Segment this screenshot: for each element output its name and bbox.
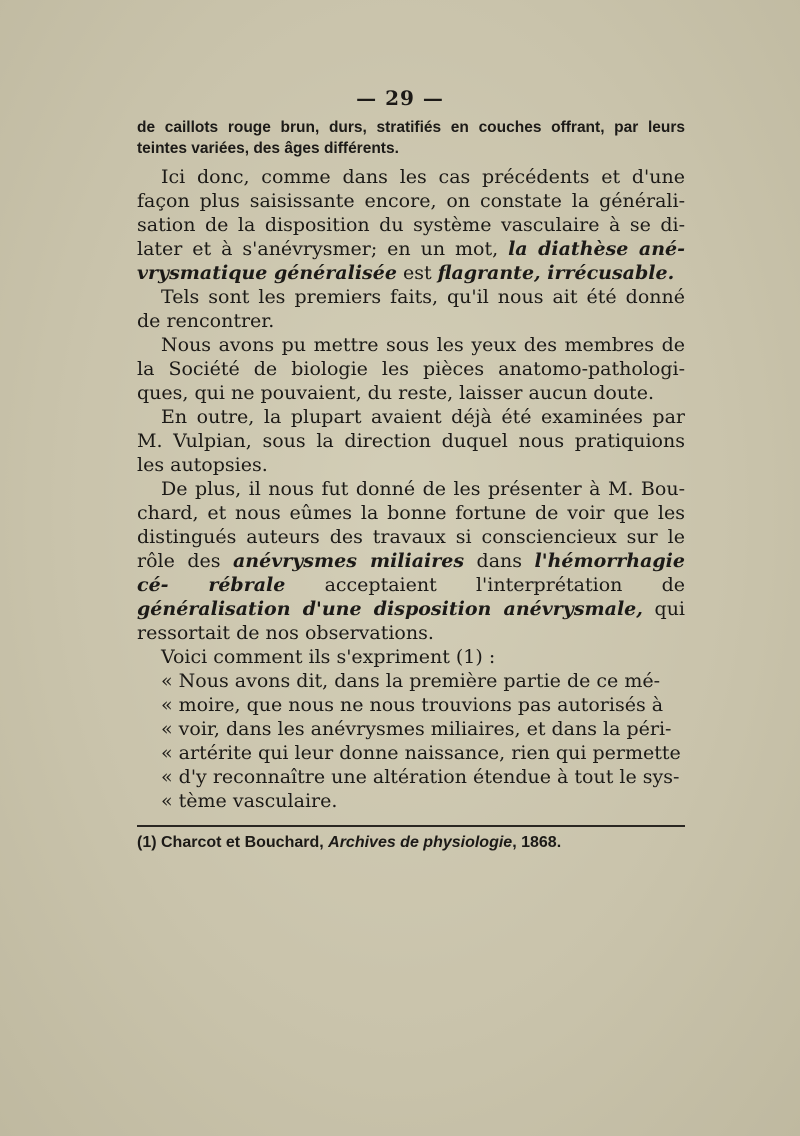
paragraph-premiers-faits: Tels sont les premiers faits, qu'il nous ait été donné de rencontrer.	[137, 286, 685, 332]
paragraph-continuation: de caillots rouge brun, durs, stratifiés en couches offrant, par leurs teintes variées, des âges différents.	[137, 119, 685, 157]
emphasis-anevrysmes: anévrysmes miliaires	[233, 550, 465, 572]
quote-line: « d'y reconnaître une altération étendue à tout le sys-	[161, 766, 680, 788]
quotation	[137, 669, 685, 813]
footnote-divider	[137, 825, 685, 827]
text-run: De plus, il nous fut donné de les présenter à M. Bou- chard, et nous eûmes la bonne fortune de voir que les distingués auteurs des travaux si consciencieux sur le rôle des	[137, 478, 685, 572]
footnote-text: (1) Charcot et Bouchard,	[137, 834, 329, 851]
quote-line: « voir, dans les anévrysmes miliaires, et dans la péri-	[161, 718, 672, 740]
page-number: — 29 —	[356, 86, 444, 110]
paragraph-societe-biologie: Nous avons pu mettre sous les yeux des membres de la Société de biologie les pièces anatomo-pathologi- ques, qui ne pouvaient, du reste, laisser aucun doute.	[137, 334, 685, 404]
emphasis-hemorrhagie: l'hémorrhagie cé- rébrale	[137, 550, 685, 596]
paragraph-diathese	[137, 165, 685, 285]
text-run: qui ressortait de nos observations.	[137, 598, 686, 644]
footnote-year: , 1868.	[512, 834, 562, 851]
footnote	[137, 832, 685, 854]
text-run: Ici donc, comme dans les cas précédents et d'une façon plus saisissante encore, on constate la générali- sation de la disposition du système vasculaire à se di- later et à s'anévrysmer; en un mot,	[137, 166, 685, 260]
emphasis-generalisation: généralisation d'une disposition anévrysmale,	[137, 598, 643, 620]
emphasis-diathese: la diathèse ané- vrysmatique généralisée	[137, 238, 685, 284]
text-run: dans	[464, 550, 535, 572]
quote-line: « tème vasculaire.	[161, 790, 338, 812]
quote-line: « moire, que nous ne nous trouvions pas autorisés à	[161, 694, 664, 716]
paragraph-bouchard	[137, 477, 685, 645]
text-run: est	[396, 262, 438, 284]
paragraph-vulpian: En outre, la plupart avaient déjà été examinées par M. Vulpian, sous la direction duquel nous pratiquions les autopsies.	[137, 406, 685, 476]
footnote-journal: Archives de physiologie	[328, 834, 513, 851]
paragraph-voici: Voici comment ils s'expriment (1) :	[161, 646, 496, 668]
quote-line: « Nous avons dit, dans la première partie de ce mé-	[161, 670, 661, 692]
text-run: acceptaient l'interprétation de	[285, 574, 685, 596]
quote-line: « artérite qui leur donne naissance, rien qui permette	[161, 742, 681, 764]
main-text	[137, 117, 685, 813]
emphasis-flagrante: flagrante, irrécusable.	[437, 262, 675, 284]
